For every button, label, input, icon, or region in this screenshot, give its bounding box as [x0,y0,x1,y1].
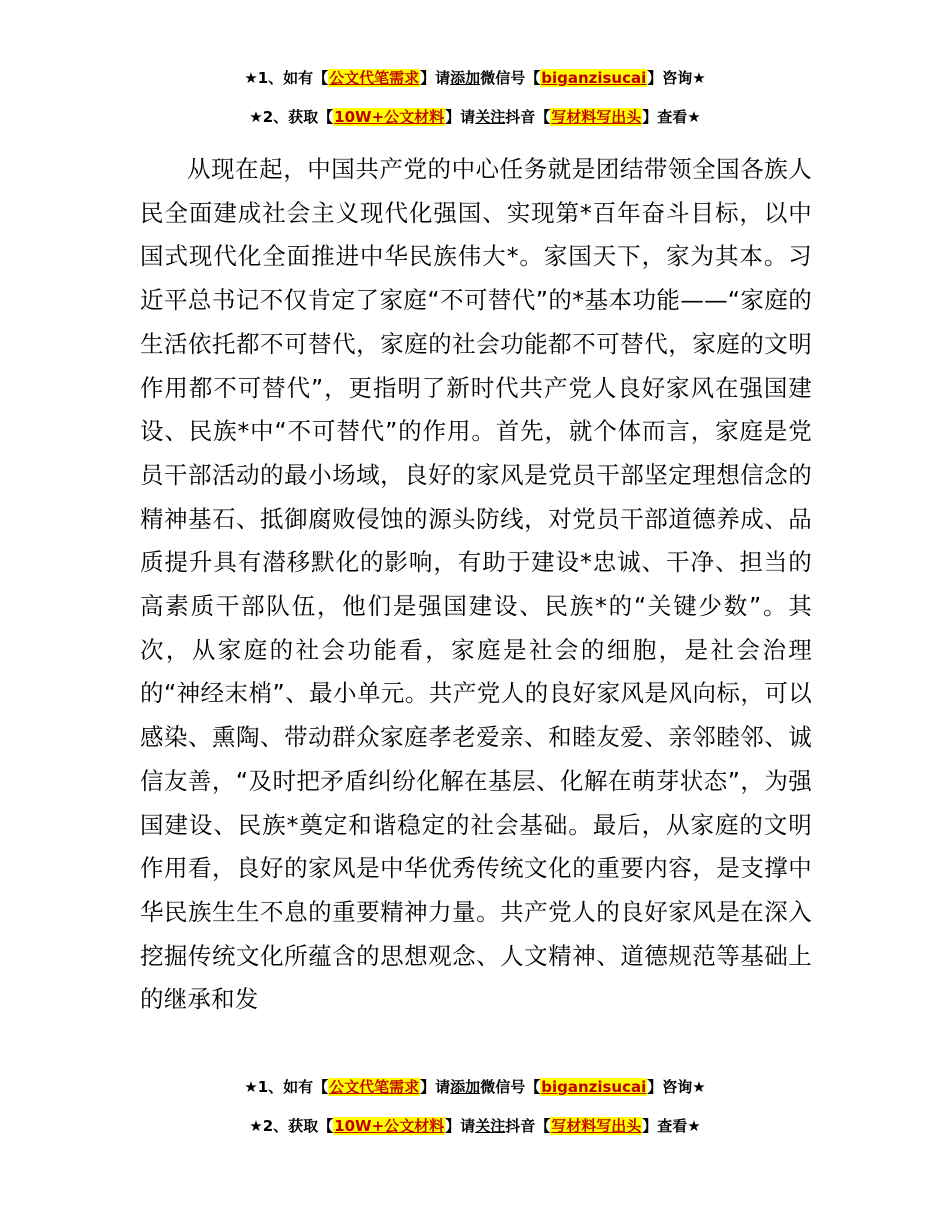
star-icon: ★ [249,1117,263,1135]
banner-text: 微信号【 [480,69,541,87]
banner-top-line-1 [0,67,950,89]
star-icon: ★ [249,108,263,126]
banner-text: 1、如有【 [257,1078,329,1096]
star-icon: ★ [687,1117,701,1135]
banner-emphasis: 添加 [450,1078,481,1096]
star-icon: ★ [687,108,701,126]
star-icon: ★ [244,69,258,87]
banner-emphasis: 添加 [450,69,481,87]
banner-highlight: 写材料写出头 [551,1117,642,1135]
banner-highlight: 写材料写出头 [551,108,642,126]
banner-top-line-2 [0,106,950,128]
banner-text: 】查看 [642,1117,688,1135]
banner-highlight: biganzisucai [541,1078,647,1096]
banner-bottom-line-2 [0,1115,950,1137]
banner-highlight: 10W+公文材料 [334,1117,445,1135]
banner-highlight: biganzisucai [541,69,647,87]
banner-highlight: 公文代笔需求 [329,1078,420,1096]
banner-text: 】咨询 [647,69,693,87]
star-icon: ★ [244,1078,258,1096]
banner-text: 微信号【 [480,1078,541,1096]
banner-highlight: 10W+公文材料 [334,108,445,126]
banner-text: 】请 [420,69,451,87]
banner-emphasis: 关注 [475,108,506,126]
banner-emphasis: 关注 [475,1117,506,1135]
banner-text: 】查看 [642,108,688,126]
banner-highlight: 公文代笔需求 [329,69,420,87]
banner-text: 】咨询 [647,1078,693,1096]
star-icon: ★ [692,1078,706,1096]
banner-text: 1、如有【 [257,69,329,87]
star-icon: ★ [692,69,706,87]
body-paragraph: 从现在起，中国共产党的中心任务就是团结带领全国各族人民全面建成社会主义现代化强国、实现第*百年奋斗目标，以中国式现代化全面推进中华民族伟大*。家国天下，家为其本。习近平总书记不仅肯定了家庭“不可替代”的*基本功能——“家庭的生活依托都不可替代，家庭的社会功能都不可替代，家庭的文明作用都不可替代”，更指明了新时代共产党人良好家风在强国建设、民族*中“不可替代”的作用。首先，就个体而言，家庭是党员干部活动的最小场域，良好的家风是党员干部坚定理想信念的精神基石、抵御腐败侵蚀的源头防线，对党员干部道德养成、品质提升具有潜移默化的影响，有助于建设*忠诚、干净、担当的高素质干部队伍，他们是强国建设、民族*的“关键少数”。其次，从家庭的社会功能看，家庭是社会的细胞，是社会治理的“神经末梢”、最小单元。共产党人的良好家风是风向标，可以感染、熏陶、带动群众家庭孝老爱亲、和睦友爱、亲邻睦邻、诚信友善，“及时把矛盾纠纷化解在基层、化解在萌芽状态”，为强国建设、民族*奠定和谐稳定的社会基础。最后，从家庭的文明作用看，良好的家风是中华优秀传统文化的重要内容，是支撑中华民族生生不息的重要精神力量。共产党人的良好家风是在深入挖掘传统文化所蕴含的思想观念、人文精神、道德规范等基础上的继承和发 [140,155,812,1014]
banner-text: 2、获取【 [262,108,334,126]
banner-text: 抖音【 [505,108,551,126]
banner-text: 抖音【 [505,1117,551,1135]
banner-bottom-line-1 [0,1076,950,1098]
banner-text: 】请 [420,1078,451,1096]
banner-text: 】请 [445,108,476,126]
banner-text: 2、获取【 [262,1117,334,1135]
banner-text: 】请 [445,1117,476,1135]
